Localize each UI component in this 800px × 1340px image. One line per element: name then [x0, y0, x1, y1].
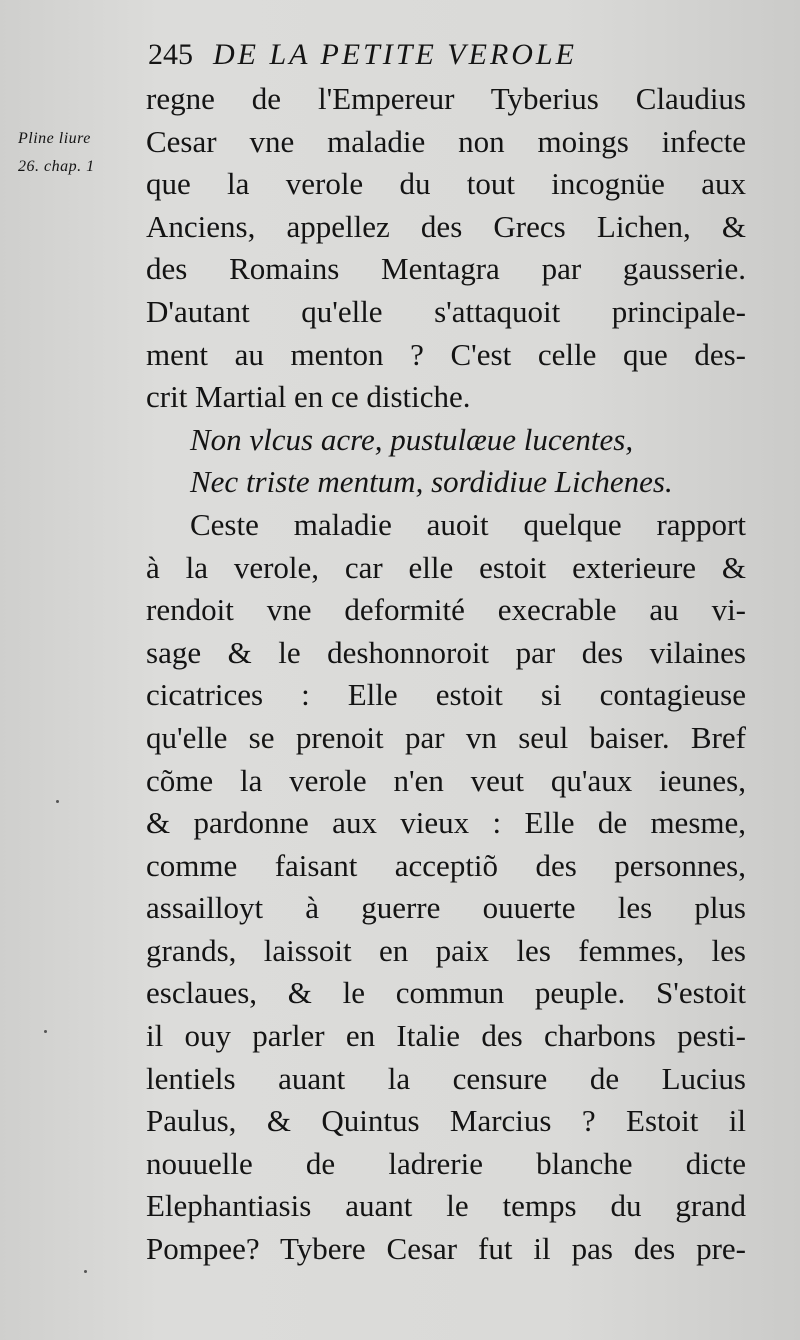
text-line: regne de l'Empereur Tyberius Claudius: [146, 81, 746, 116]
text-line: rendoit vne deformité execrable au vi-: [146, 592, 746, 628]
text-line: ment au menton ? C'est celle que des-: [146, 336, 746, 372]
text-line: il ouy parler en Italie des charbons pesti-: [146, 1018, 746, 1054]
margin-note: [18, 125, 136, 181]
margin-note-line: Pline liure: [18, 130, 91, 147]
text-line: à la verole, car elle estoit exterieure &: [146, 549, 746, 585]
text-line: grands, laissoit en paix les femmes, les: [146, 932, 746, 968]
paper-speck: [56, 800, 59, 803]
text-line: cõme la verole n'en veut qu'aux ieunes,: [146, 762, 746, 798]
paper-speck: [84, 1270, 87, 1273]
text-line: comme faisant acceptiõ des personnes,: [146, 847, 746, 883]
text-line: Ceste maladie auoit quelque rapport: [190, 506, 746, 542]
text-line: Pompee? Tybere Cesar fut il pas des pre-: [146, 1231, 746, 1267]
text-line: nouuelle de ladrerie blanche dicte: [146, 1145, 746, 1181]
text-line: Paulus, & Quintus Marcius ? Estoit il: [146, 1103, 746, 1139]
text-line: lentiels auant la censure de Lucius: [146, 1060, 746, 1096]
text-line: Anciens, appellez des Grecs Lichen, &: [146, 208, 746, 244]
text-line: crit Martial en ce distiche.: [146, 379, 471, 415]
text-line: Elephantiasis auant le temps du grand: [146, 1188, 746, 1224]
text-line: Cesar vne maladie non moings infecte: [146, 123, 746, 159]
text-line: & pardonne aux vieux : Elle de mesme,: [146, 805, 746, 841]
text-line: qu'elle se prenoit par vn seul baiser. Bref: [146, 719, 746, 755]
text-line: cicatrices : Elle estoit si contagieuse: [146, 677, 746, 713]
text-line: que la verole du tout incognüe aux: [146, 166, 746, 202]
page-number: 245: [148, 38, 193, 71]
body-text: [146, 78, 746, 1271]
running-title: DE LA PETITE VEROLE: [213, 38, 577, 71]
verse-line: Non vlcus acre, pustulæue lucentes,: [190, 421, 634, 457]
margin-note-line: 26. chap. 1: [18, 158, 95, 175]
verse-line: Nec triste mentum, sordidiue Lichenes.: [190, 464, 673, 500]
running-head: [148, 38, 708, 82]
text-line: des Romains Mentagra par gausserie.: [146, 251, 746, 287]
text-line: D'autant qu'elle s'attaquoit principale-: [146, 293, 746, 329]
text-line: esclaues, & le commun peuple. S'estoit: [146, 975, 746, 1011]
paper-speck: [44, 1030, 47, 1033]
text-line: sage & le deshonnoroit par des vilaines: [146, 634, 746, 670]
text-line: assailloyt à guerre ouuerte les plus: [146, 890, 746, 926]
